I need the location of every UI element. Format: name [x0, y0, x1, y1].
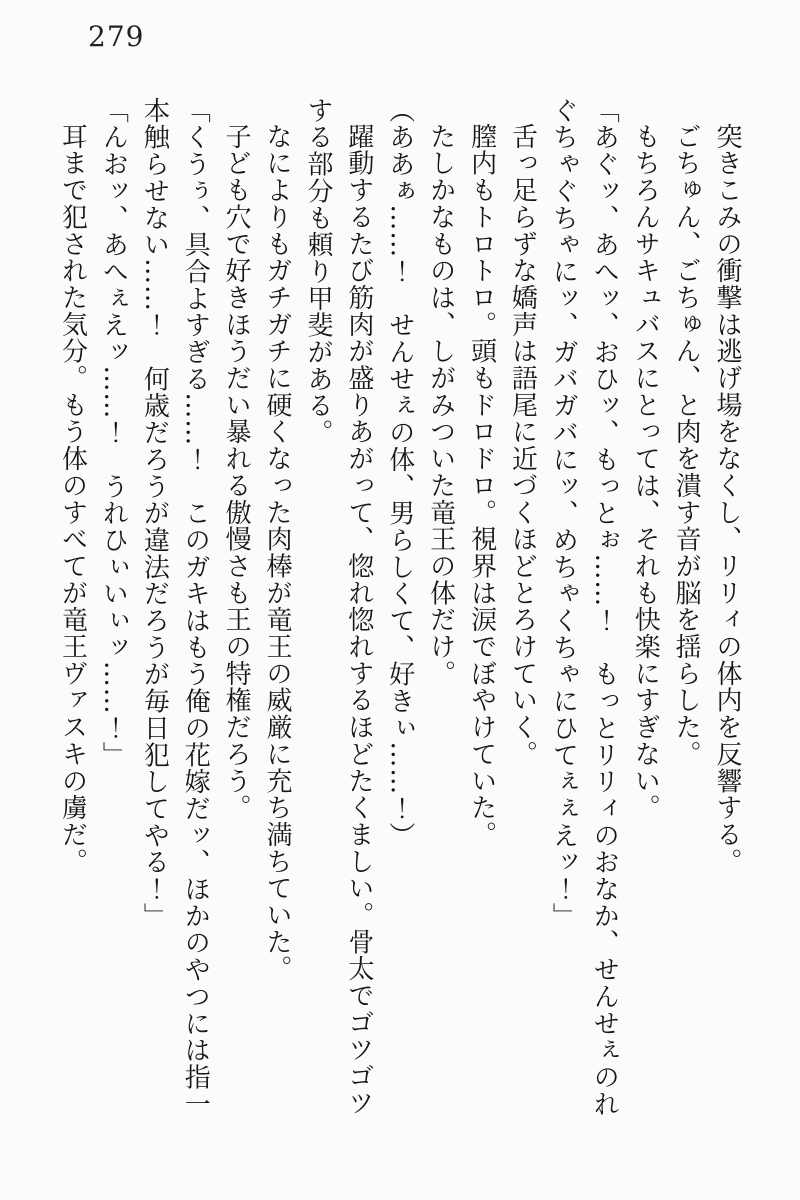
- paragraph: 突きこみの衝撃は逃げ場をなくし、リリィの体内を反響する。: [712, 123, 742, 875]
- paragraph: 躍動するたび筋肉が盛りあがって、惚れ惚れするほどたくましい。骨太でゴツゴツする部分も頼り甲斐がある。: [302, 97, 374, 1117]
- paragraph: もちろんサキュバスにとっては、それも快楽にすぎない。: [630, 123, 661, 822]
- paragraph: 耳まで犯された気分。もう体のすべてが竜王ヴァスキの虜だ。: [57, 123, 88, 875]
- paragraph: 舌っ足らずな嬌声は語尾に近づくほどとろけていく。: [507, 123, 538, 768]
- paragraph: 「んおッ、あへぇえッ……！ うれひぃいぃッ……！」: [98, 97, 129, 769]
- paragraph: 「くうぅ、具合よすぎる……！ このガキはもう俺の花嫁だッ、ほかのやつには指一本触らせない……！ 何歳だろうが違法だろうが毎日犯してやる！」: [139, 97, 211, 1118]
- paragraph: （ああぁ……！ せんせぇの体、男らしくて、好きぃ……！）: [384, 97, 415, 849]
- paragraph: 子ども穴で好きほうだい暴れる傲慢さも王の特権だろう。: [221, 123, 252, 822]
- paragraph: たしかなものは、しがみついた竜王の体だけ。: [425, 123, 456, 687]
- paragraph: 膣内もトロトロ。頭もドロドロ。視界は涙でぼやけていた。: [466, 123, 497, 848]
- paragraph: 「あぐッ、あへッ、おひッ、もっとぉ……！ もっとリリィのおなか、せんせぇのれぐちゃぐちゃにッ、ガバガバにッ、めちゃくちゃにひてぇぇえッ！」: [548, 97, 620, 1118]
- page-number: 279: [88, 20, 145, 53]
- paragraph: なによりもガチガチに硬くなった肉棒が竜王の威厳に充ち満ちていた。: [262, 123, 293, 983]
- text-block: [50, 97, 747, 1118]
- paragraph: ごちゅん、ごちゅん、と肉を潰す音が脳を揺らした。: [671, 123, 702, 768]
